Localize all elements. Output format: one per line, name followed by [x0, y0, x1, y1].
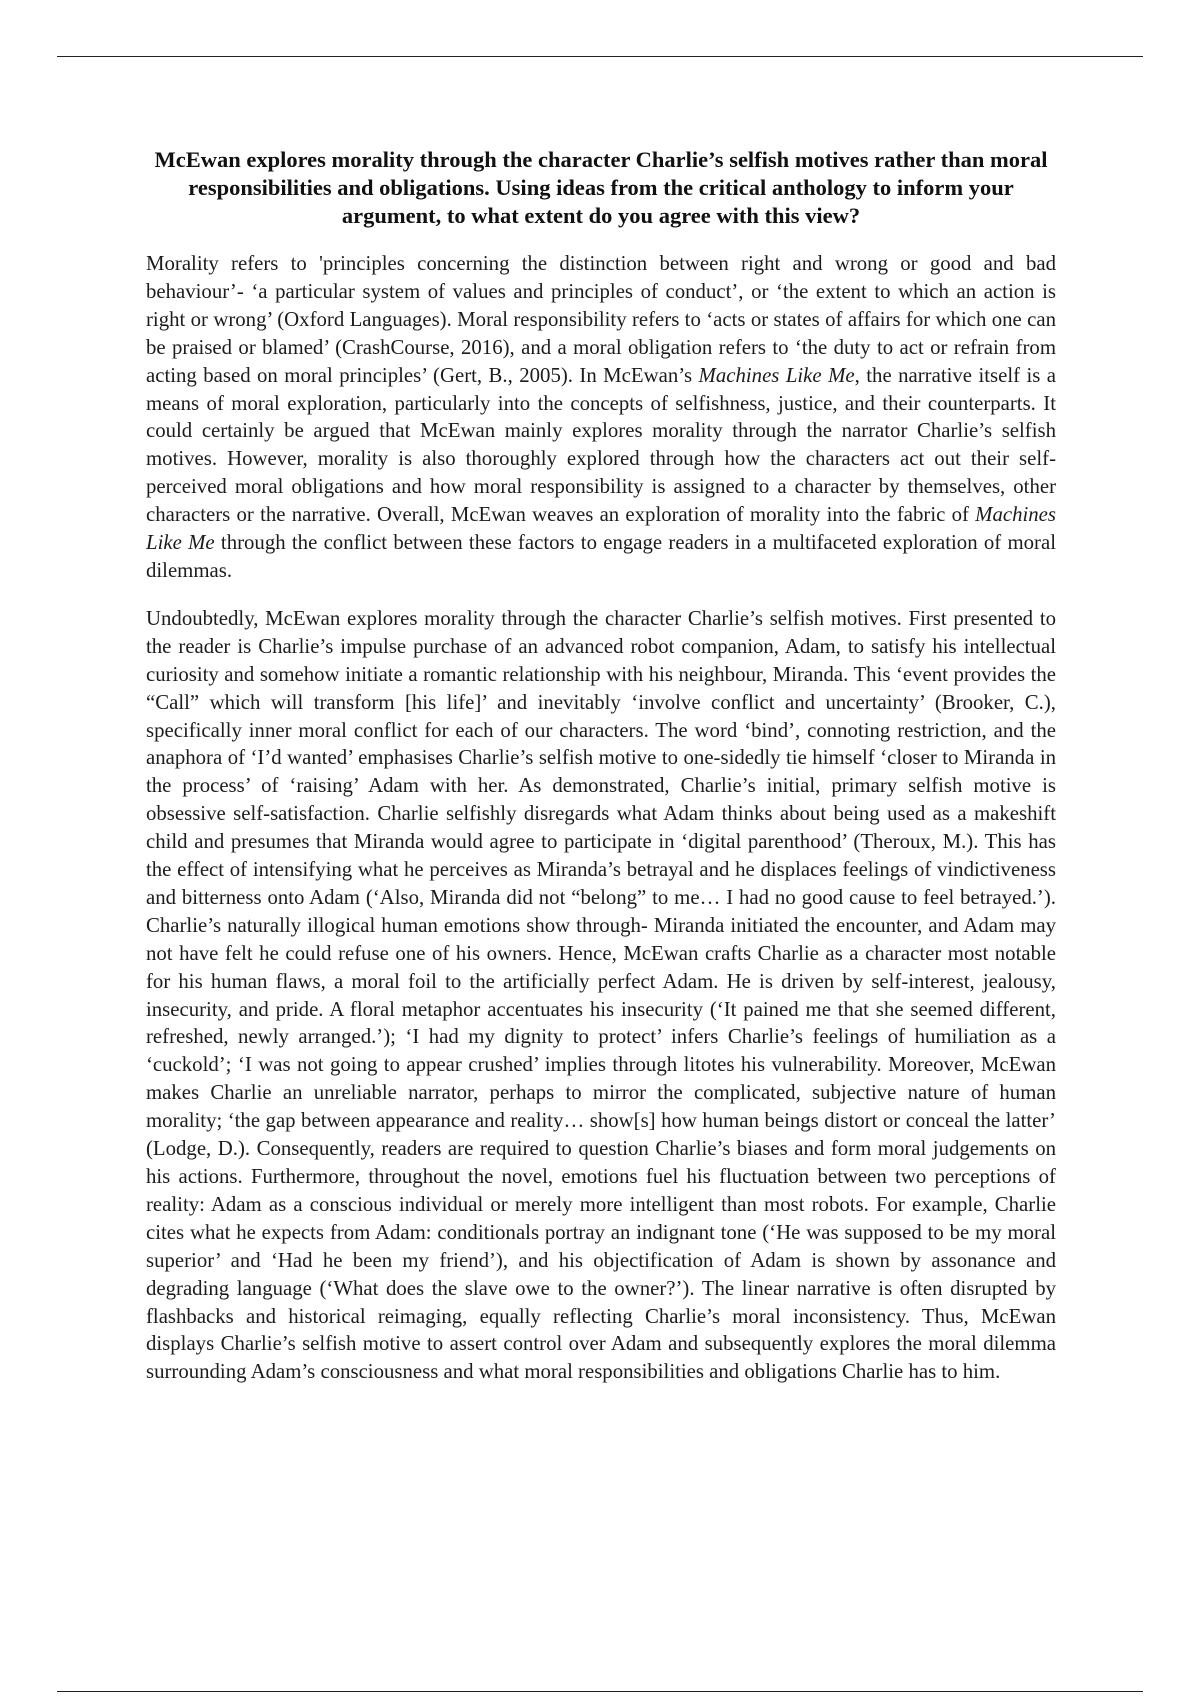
intro-text-part-1: Morality refers to 'principles concerning the distinction between right and wrong or good and bad behaviour’- ‘a particular system of values and principles of conduct’, or ‘the extent to which an action is right or wrong’ (Oxford Languages). Moral responsibility refers to ‘acts or states of affairs for which one can be praised or blamed’ (CrashCourse, 2016), and a moral obligation refers to ‘the duty to act or refrain from acting based on moral principles’ (Gert, B., 2005). In McEwan’s [146, 252, 1056, 387]
essay-title: McEwan explores morality through the character Charlie’s selfish motives rather than moral responsibilities and obligations. Using ideas from the critical anthology to inform your argument, to what extent do you agree with this view? [154, 147, 1048, 228]
paragraph-body: Undoubtedly, McEwan explores morality through the character Charlie’s selfish motives. First presented to the reader is Charlie’s impulse purchase of an advanced robot companion, Adam, to satisfy his intellectual curiosity and somehow initiate a romantic relationship with his neighbour, Miranda. This ‘event provides the “Call” which will transform [his life]’ and inevitably ‘involve conflict and uncertainty’ (Brooker, C.), specifically inner moral conflict for each of our characters. The word ‘bind’, connoting restriction, and the anaphora of ‘I’d wanted’ emphasises Charlie’s selfish motive to one-sidedly tie himself ‘closer to Miranda in the process’ of ‘raising’ Adam with her. As demonstrated, Charlie’s initial, primary selfish motive is obsessive self-satisfaction. Charlie selfishly disregards what Adam thinks about being used as a makeshift child and presumes that Miranda would agree to participate in ‘digital parenthood’ (Theroux, M.). This has the effect of intensifying what he perceives as Miranda’s betrayal and he displaces feelings of vindictiveness and bitterness onto Adam (‘Also, Miranda did not “belong” to me… I had no good cause to feel betrayed.’). Charlie’s naturally illogical human emotions show through- Miranda initiated the encounter, and Adam may not have felt he could refuse one of his owners. Hence, McEwan crafts Charlie as a character most notable for his human flaws, a moral foil to the artificially perfect Adam. He is driven by self-interest, jealousy, insecurity, and pride. A floral metaphor accentuates his insecurity (‘It pained me that she seemed different, refreshed, newly arranged.’); ‘I had my dignity to protect’ infers Charlie’s feelings of humiliation as a ‘cuckold’; ‘I was not going to appear crushed’ implies through litotes his vulnerability. Moreover, McEwan makes Charlie an unreliable narrator, perhaps to mirror the complicated, subjective nature of human morality; ‘the gap between appearance and reality… show[s] how human beings distort or conceal the latter’ (Lodge, D.). Consequently, readers are required to question Charlie’s biases and form moral judgements on his actions. Furthermore, throughout the novel, emotions fuel his fluctuation between two perceptions of reality: Adam as a conscious individual or merely more intelligent than most robots. For example, Charlie cites what he expects from Adam: conditionals portray an indignant tone (‘He was supposed to be my moral superior’ and ‘Had he been my friend’), and his objectification of Adam is shown by assonance and degrading language (‘What does the slave owe to the owner?’). The linear narrative is often disrupted by flashbacks and historical reimaging, equally reflecting Charlie’s moral inconsistency. Thus, McEwan displays Charlie’s selfish motive to assert control over Adam and subsequently explores the moral dilemma surrounding Adam’s consciousness and what moral responsibilities and obligations Charlie has to him. [146, 606, 1056, 1384]
bottom-rule [57, 1691, 1143, 1692]
top-rule [57, 56, 1143, 57]
intro-text-part-2: , the narrative itself is a means of moral exploration, particularly into the concepts of selfishness, justice, and their counterparts. It could certainly be argued that McEwan mainly explores morality through the narrator Charlie’s selfish motives. However, morality is also thoroughly explored through how the characters act out their self-perceived moral obligations and how moral responsibility is assigned to a character by themselves, other characters or the narrative. Overall, McEwan weaves an exploration of morality into the fabric of [146, 363, 1056, 527]
book-title-italic: Machines Like Me [146, 503, 1056, 555]
paragraph-introduction [146, 250, 1056, 585]
intro-text-part-3: through the conflict between these factors to engage readers in a multifaceted exploration of moral dilemmas. [146, 531, 1056, 582]
book-title-italic: Machines Like Me [698, 363, 855, 387]
document-body [146, 146, 1056, 1406]
